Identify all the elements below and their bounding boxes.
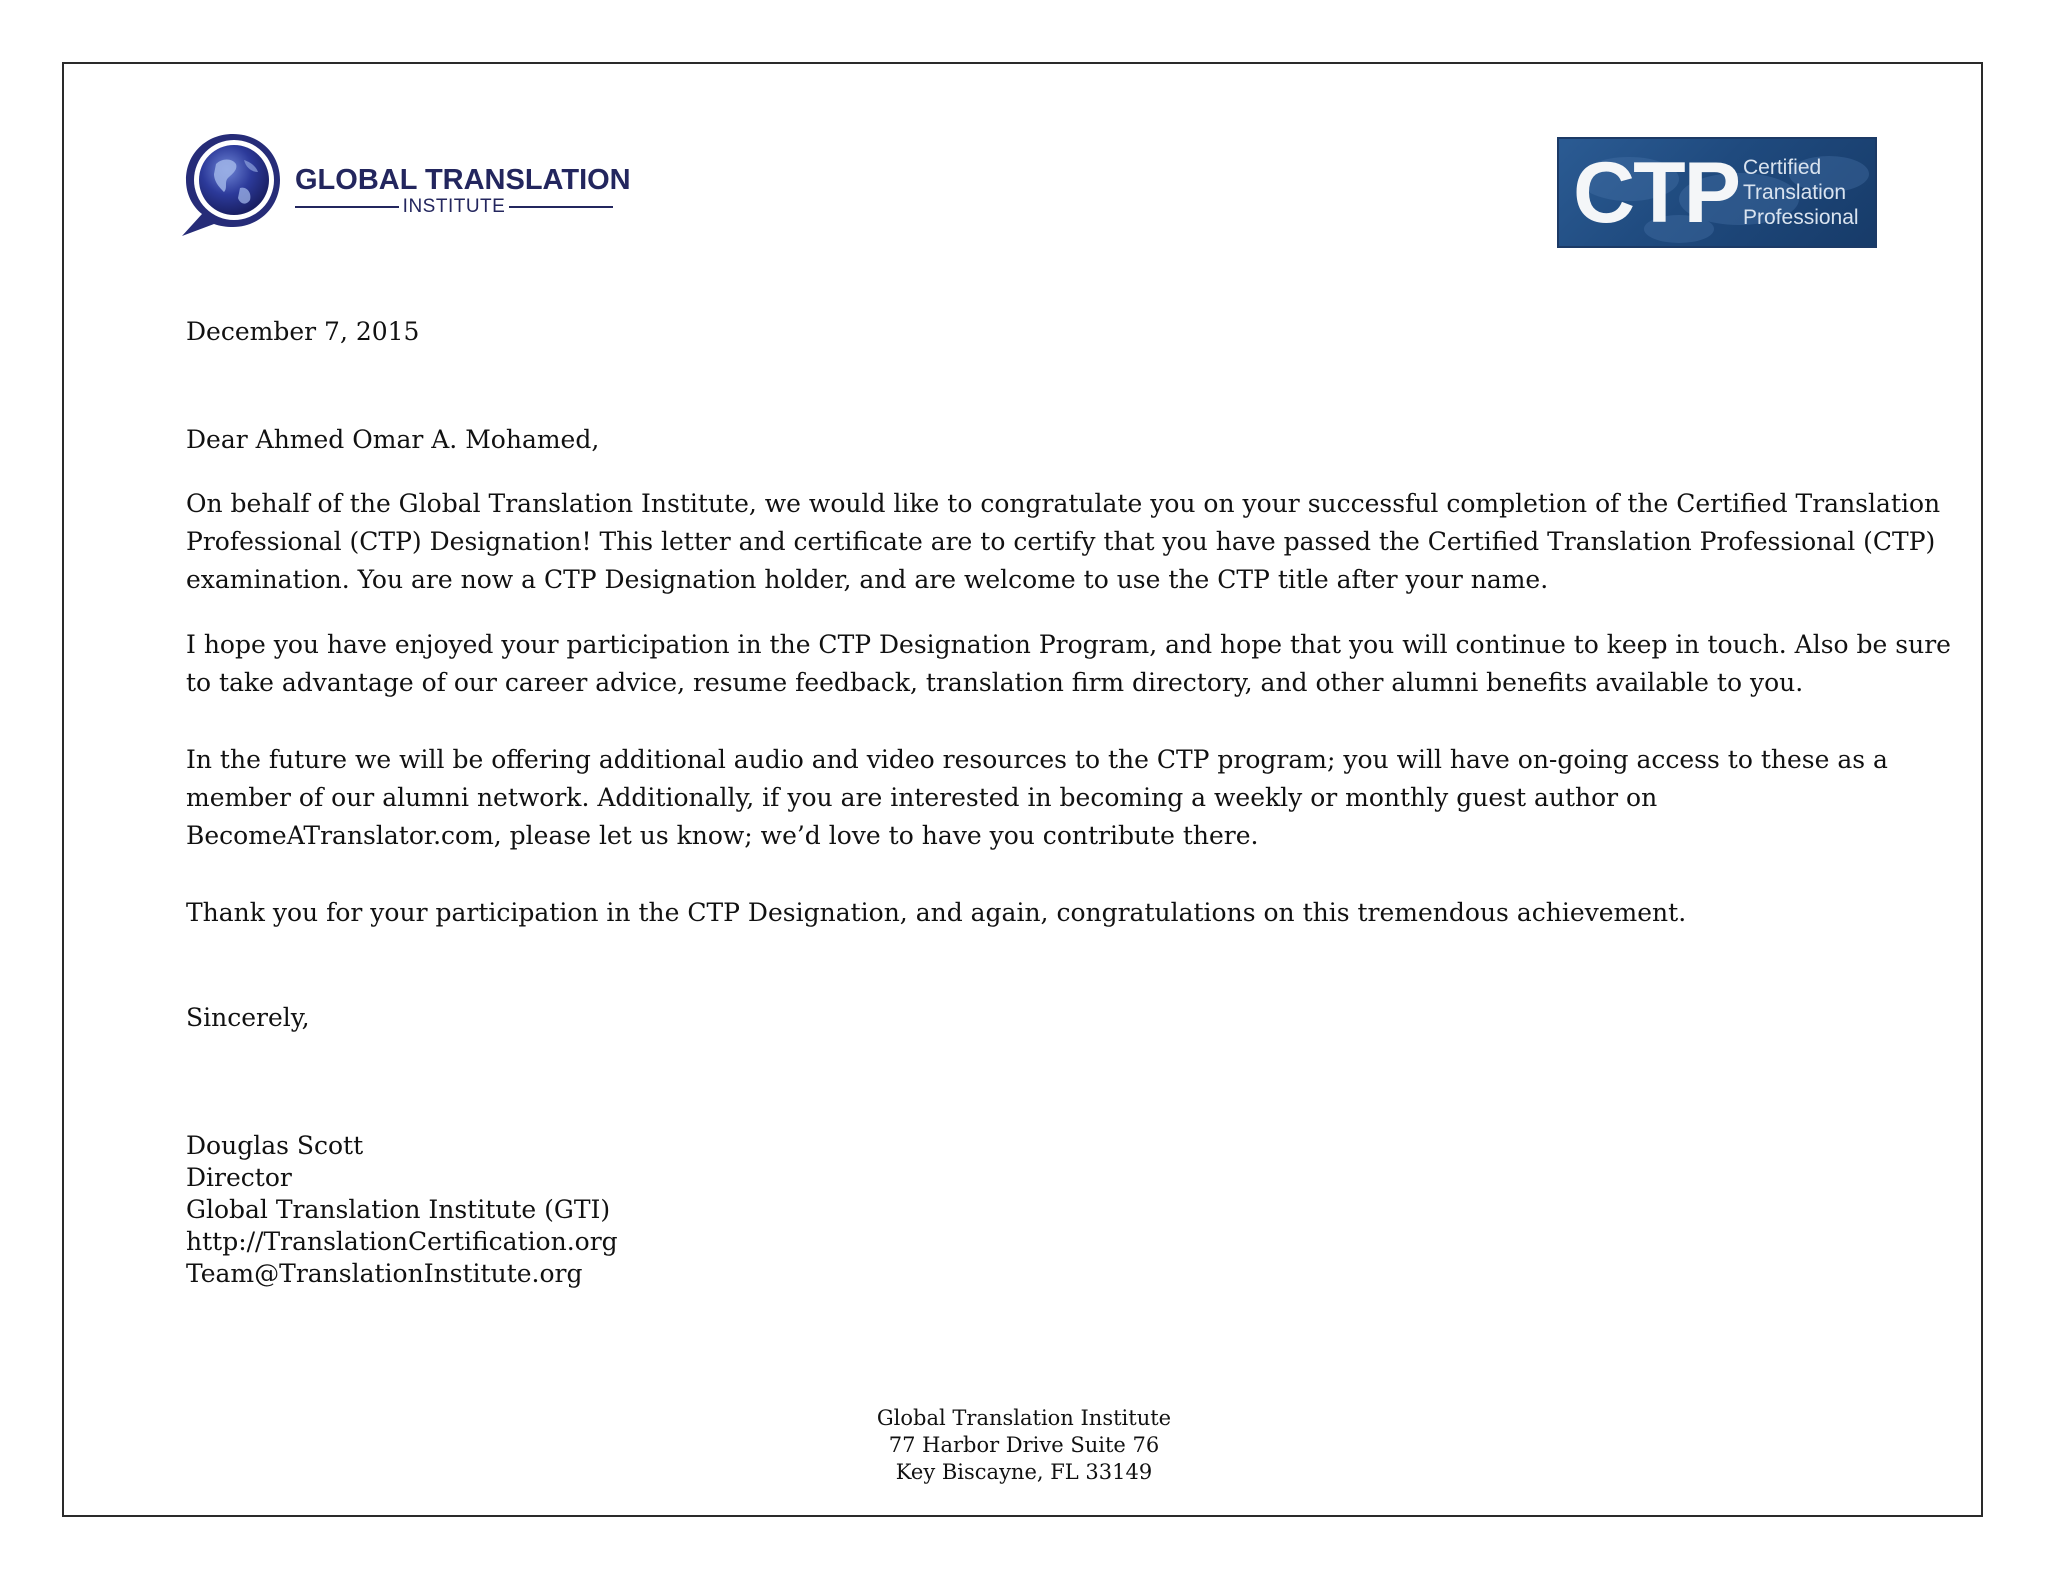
signer-organization: Global Translation Institute (GTI) bbox=[186, 1195, 611, 1224]
ctp-badge-words bbox=[1743, 155, 1859, 230]
paragraph-line: examination. You are now a CTP Designation holder, and are welcome to use the CTP title after your name. bbox=[186, 565, 1549, 594]
globe-speech-bubble-icon bbox=[178, 130, 288, 240]
divider bbox=[295, 206, 399, 208]
footer-line: Key Biscayne, FL 33149 bbox=[895, 1460, 1153, 1484]
signer-email-link[interactable]: Team@TranslationInstitute.org bbox=[186, 1259, 583, 1288]
footer-line: 77 Harbor Drive Suite 76 bbox=[888, 1433, 1160, 1457]
letter-date: December 7, 2015 bbox=[186, 317, 420, 346]
paragraph-line: to take advantage of our career advice, resume feedback, translation firm directory, and other alumni benefits available to you. bbox=[186, 668, 1804, 697]
footer-address bbox=[0, 1405, 2048, 1486]
paragraph-line: BecomeATranslator.com, please let us know; we’d love to have you contribute there. bbox=[186, 821, 1259, 850]
paragraph-future-resources bbox=[186, 741, 1886, 855]
paragraph-line: member of our alumni network. Additionally, if you are interested in becoming a weekly or monthly guest author on bbox=[186, 783, 1658, 812]
gti-logo-subtitle: INSTITUTE bbox=[402, 196, 506, 217]
paragraph-congratulations bbox=[186, 485, 1941, 599]
signer-name: Douglas Scott bbox=[186, 1131, 364, 1160]
gti-logo-subtitle-row bbox=[295, 196, 613, 218]
paragraph-line: Professional (CTP) Designation! This letter and certificate are to certify that you have passed the Certified Translation Professional (CTP) bbox=[186, 527, 1936, 556]
paragraph-thank-you: Thank you for your participation in the CTP Designation, and again, congratulations on this tremendous achievement. bbox=[186, 898, 1687, 927]
signer-title: Director bbox=[186, 1163, 292, 1192]
paragraph-participation bbox=[186, 626, 1951, 702]
letter-salutation: Dear Ahmed Omar A. Mohamed, bbox=[186, 425, 600, 454]
paragraph-line: In the future we will be offering additional audio and video resources to the CTP program; you will have on-going access to these as a bbox=[186, 745, 1888, 774]
paragraph-line: On behalf of the Global Translation Institute, we would like to congratulate you on your successful completion of the Certified Translation bbox=[186, 489, 1941, 518]
gti-logo-name: GLOBAL TRANSLATION bbox=[295, 164, 631, 196]
signer-website-link[interactable]: http://TranslationCertification.org bbox=[186, 1227, 618, 1256]
divider bbox=[509, 206, 613, 208]
ctp-badge-line: Translation bbox=[1743, 181, 1847, 204]
gti-logo bbox=[178, 130, 631, 240]
paragraph-line: I hope you have enjoyed your participation in the CTP Designation Program, and hope that you will continue to keep in touch. Also be sure bbox=[186, 630, 1951, 659]
letter-closing: Sincerely, bbox=[186, 1003, 310, 1032]
ctp-badge-line: Professional bbox=[1743, 206, 1859, 229]
footer-line: Global Translation Institute bbox=[876, 1406, 1172, 1430]
ctp-badge-acronym: CTP bbox=[1573, 145, 1739, 241]
ctp-badge-line: Certified bbox=[1743, 156, 1822, 179]
ctp-badge-logo bbox=[1557, 137, 1877, 248]
signature-block bbox=[186, 1130, 618, 1290]
